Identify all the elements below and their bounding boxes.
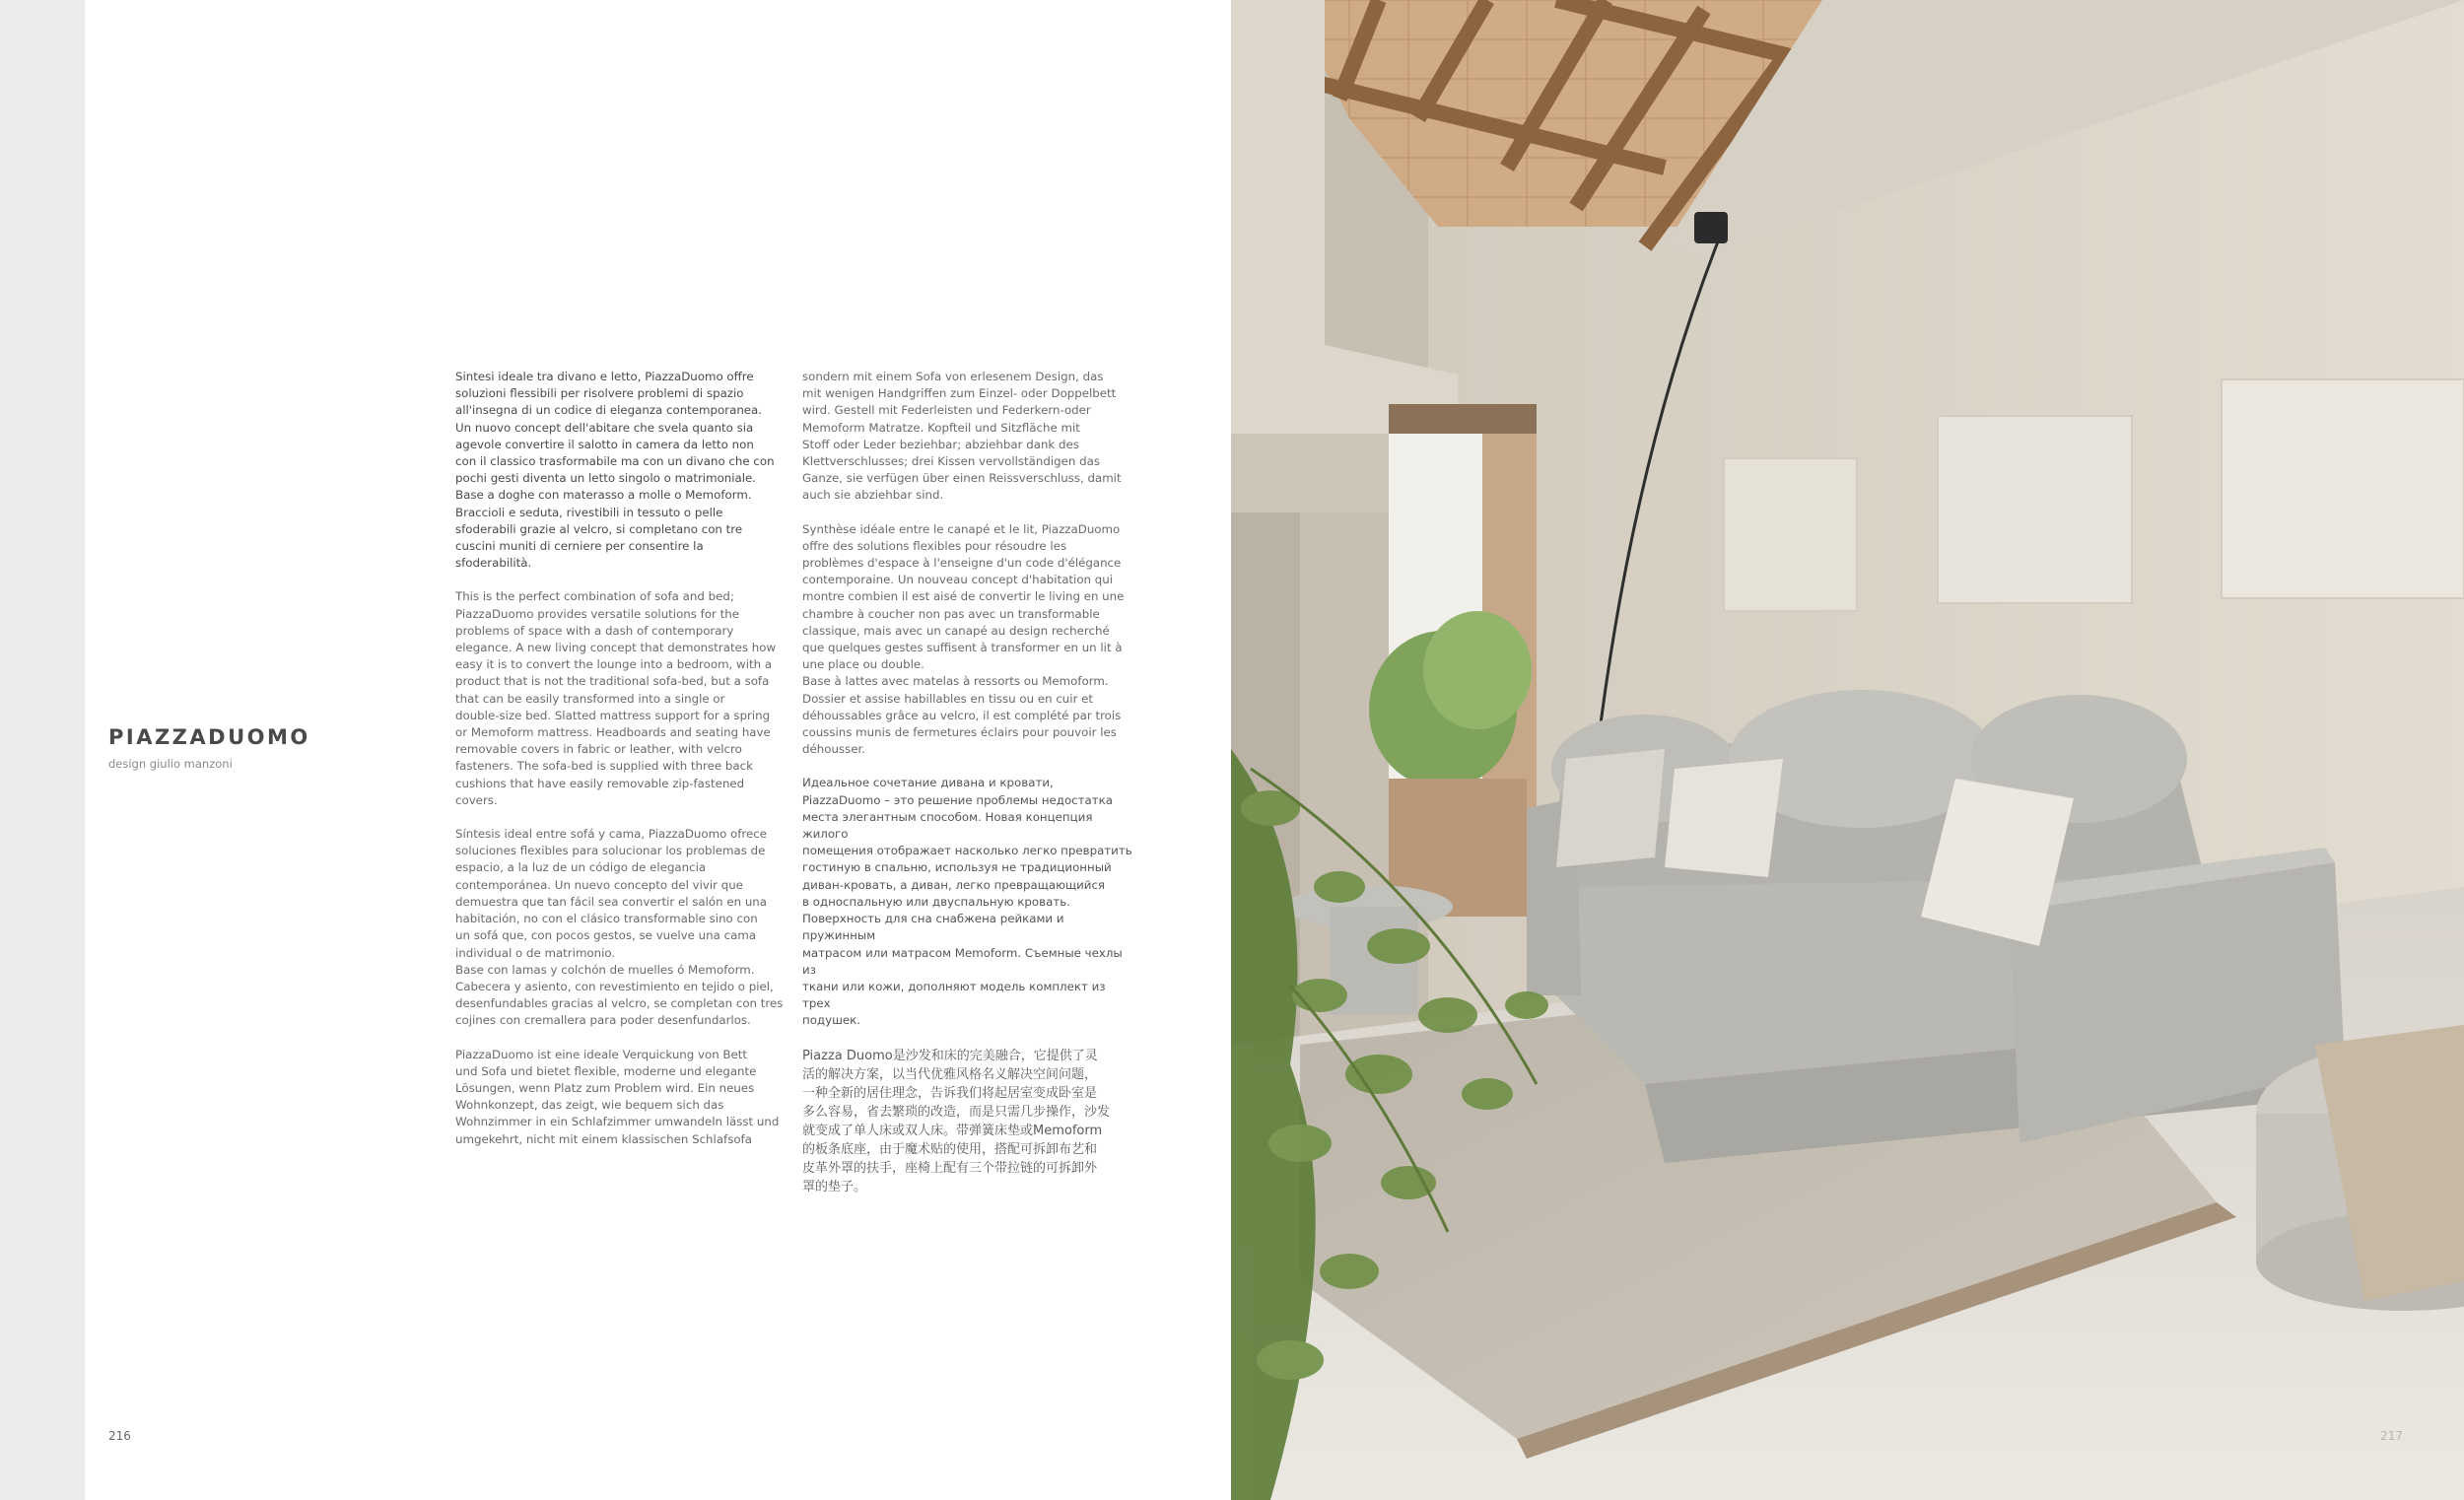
paragraph-german: PiazzaDuomo ist eine ideale Verquickung von Bett und Sofa und bietet flexible, moderne und elegante Lösungen, wenn Platz zum Problem wird. Ein neues Wohnkonzept, das zeigt, wie bequem sich das Wohnzimmer in ein Schlafzimmer umwandeln lässt und umgekehrt, nicht mit einem klassischen Schlafsofa xyxy=(455,1047,780,1146)
product-title-block xyxy=(108,725,310,771)
page-number-right: 217 xyxy=(2380,1429,2403,1443)
paragraph-german-continued: sondern mit einem Sofa von erlesenem Design, das mit wenigen Handgriffen zum Einzel- oder Doppelbett wird. Gestell mit Federleisten und Federkern-oder Memoform Matratze. Kopfteil und Sitzfläche mit Stoff oder Leder beziehbar; abziehbar dank des Klettverschlusses; drei Kissen vervollständigen das Ganze, sie verfügen über einen Reissverschluss, damit auch sie abziehbar sind. xyxy=(802,370,1122,503)
paragraph-spanish: Síntesis ideal entre sofá y cama, PiazzaDuomo ofrece soluciones flexibles para solucionar los problemas de espacio, a la luz de un código de elegancia contemporánea. Un nuevo concepto del vivir que demuestra que tan fácil sea convertir el salón en una habitación, no con el clásico transformable sino con un sofá que, con pocos gestos, se vuelve una cama individual o de matrimonio. Base con lamas y colchón de muelles ó Memoform. Cabecera y asiento, con revestimiento en tejido o piel, desenfundables gracias al velcro, se completan con tres cojines con cremallera para poder desenfundarlos. xyxy=(455,827,784,1028)
paragraph-french: Synthèse idéale entre le canapé et le lit, PiazzaDuomo offre des solutions flexibles pour résoudre les problèmes d'espace à l'enseigne d'un code d'élégance contemporaine. Un nouveau concept d'habitation qui montre combien il est aisé de convertir le living en une chambre à coucher non pas avec un transformable classique, mais avec un canapé au design recherché que quelques gestes suffisent à transformer en un lit à une place ou double. Base à lattes avec matelas à ressorts ou Memoform. Dossier et assise habillables en tissu ou en cuir et déhoussables grâce au velcro, il est complété par trois coussins munis de fermetures éclairs pour pouvoir les déhousser. xyxy=(802,521,1125,757)
viewer-margin xyxy=(0,0,85,1500)
right-page xyxy=(1231,0,2464,1500)
text-column-1 xyxy=(455,369,786,1165)
paragraph-chinese: Piazza Duomo是沙发和床的完美融合，它提供了灵 活的解决方案，以当代优雅风格名义解决空间问题， 一种全新的居住理念，告诉我们将起居室变成卧室是 多么容易，省去繁琐的改造，而是只需几步操作，沙发 就变成了单人床或双人床。带弹簧床垫或Memoform 的板条底座，由于魔术贴的使用，搭配可拆卸布艺和 皮革外罩的扶手，座椅上配有三个带拉链的可拆卸外 罩的垫子。 xyxy=(802,1048,1111,1194)
interior-photo xyxy=(1231,0,2464,1500)
designer-credit: design giulio manzoni xyxy=(108,757,233,771)
paragraph-italian: Sintesi ideale tra divano e letto, PiazzaDuomo offre soluzioni flessibili per risolvere problemi di spazio all'insegna di un codice di eleganza contemporanea. Un nuovo concept dell'abitare che svela quanto sia agevole convertire il salotto in camera da letto non con il classico trasformabile ma con un divano che con pochi gesti diventa un letto singolo o matrimoniale. Base a doghe con materasso a molle o Memoform. Braccioli e seduta, rivestibili in tessuto o pelle sfoderabili grazie al velcro, si completano con tre cuscini muniti di cerniere per consentire la sfoderabilità. xyxy=(455,370,775,571)
product-title: PIAZZADUOMO xyxy=(108,725,310,749)
left-page xyxy=(85,0,1231,1500)
text-column-2 xyxy=(802,369,1132,1213)
page-number-left: 216 xyxy=(108,1429,131,1443)
paragraph-russian: Идеальное сочетание дивана и кровати, PiazzaDuomo – это решение проблемы недостатка места элегантным способом. Новая концепция жилого помещения отображает насколько легко превратить гостиную в спальню, используя не традиционный диван-кровать, а диван, легко превращающийся в односпальную или двуспальную кровать. Поверхность для сна снабжена рейками и пружинным матрасом или матрасом Memoform. Съемные чехлы из ткани или кожи, дополняют модель комплект из трех подушек. xyxy=(802,776,1132,1028)
paragraph-english: This is the perfect combination of sofa and bed; PiazzaDuomo provides versatile solutions for the problems of space with a dash of contemporary elegance. A new living concept that demonstrates how easy it is to convert the lounge into a bedroom, with a product that is not the traditional sofa-bed, but a sofa that can be easily transformed into a single or double-size bed. Slatted mattress support for a spring or Memoform mattress. Headboards and seating have removable covers in fabric or leather, with velcro fasteners. The sofa-bed is supplied with three back cushions that have easily removable zip-fastened covers. xyxy=(455,589,777,807)
